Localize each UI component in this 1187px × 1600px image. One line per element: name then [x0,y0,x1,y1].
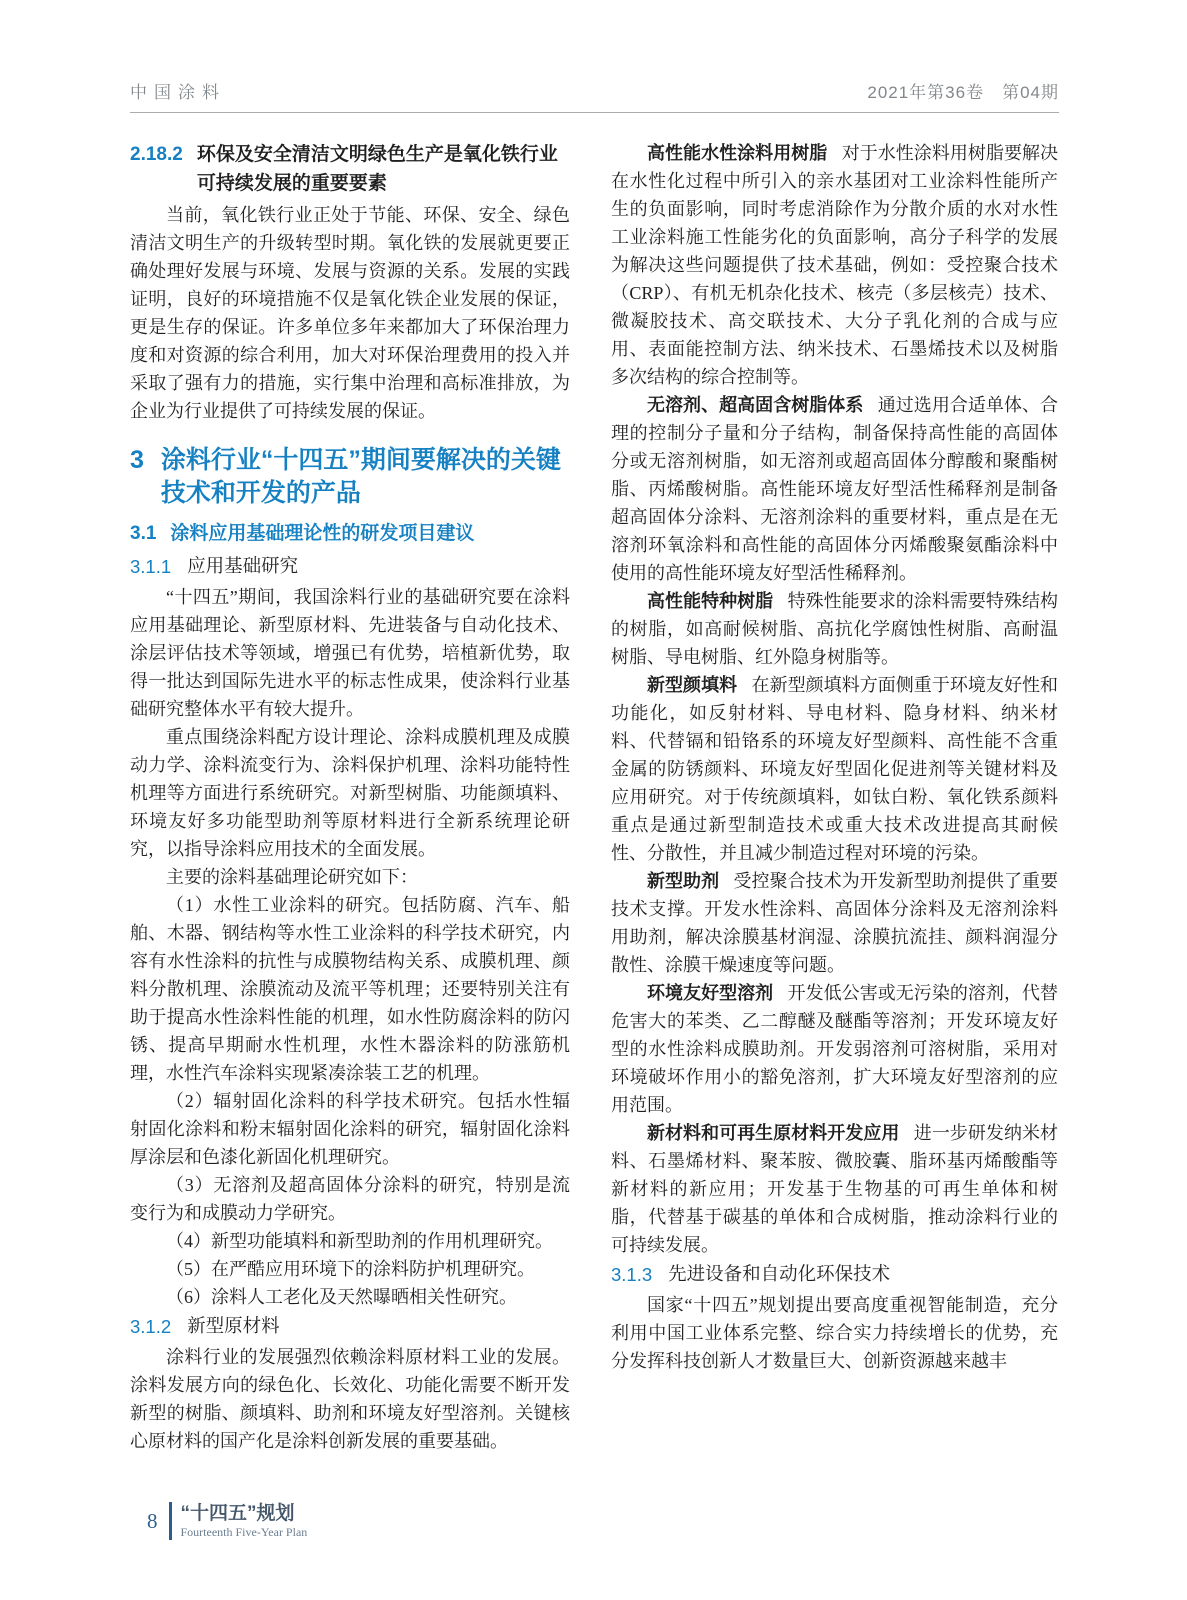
paragraph [611,1119,1058,1259]
paragraph-text: 受控聚合技术为开发新型助剂提供了重要技术支撑。开发水性涂料、高固体分涂料及无溶剂涂料用助剂，解决涂膜基材润湿、涂膜抗流挂、颜料润湿分散性、涂膜干燥速度等问题。 [611,871,1059,975]
heading-title: 环保及安全清洁文明绿色生产是氧化铁行业可持续发展的重要要素 [196,144,558,194]
paragraph: （5）在严酷应用环境下的涂料防护机理研究。 [166,1259,535,1279]
paragraph-lead: 新材料和可再生原材料开发应用 [647,1123,900,1143]
right-column [611,139,1058,1375]
heading-title: 先进设备和自动化环保技术 [668,1265,891,1285]
paragraph-text: 在新型颜填料方面侧重于环境友好性和功能化，如反射材料、导电材料、隐身材料、纳米材料、代替镉和铅铬系的环境友好型颜料、高性能不含重金属的防锈颜料、环境友好型固化促进剂等关键材料及应用研究。对于传统颜填料，如钛白粉、氧化铁系颜料重点是通过新型制造技术或重大技术改进提高其耐候性、分散性，并且减少制造过程对环境的污染。 [611,675,1059,863]
paragraph-lead: 无溶剂、超高固含树脂体系 [647,395,864,415]
heading-3-1-2 [130,1312,570,1342]
paragraph: （4）新型功能填料和新型助剂的作用机理研究。 [166,1231,553,1251]
page-header [130,78,1059,113]
paragraph: 主要的涂料基础理论研究如下： [166,867,418,887]
paragraph-text: 进一步研发纳米材料、石墨烯材料、聚苯胺、微胶囊、脂环基丙烯酸酯等新材料的新应用；开发基于生物基的可再生单体和树脂，代替基于碳基的单体和合成树脂，推动涂料行业的可持续发展。 [611,1123,1058,1255]
heading-number: 3 [130,446,144,474]
paragraph: （1）水性工业涂料的研究。包括防腐、汽车、船舶、木器、钢结构等水性工业涂料的科学技术研究，内容有水性涂料的抗性与成膜物结构关系、成膜机理、颜料分散机理、涂膜流动及流平等机理；还要特别关注有助于提高水性涂料性能的机理，如水性防腐涂料的防闪锈、提高早期耐水性机理，水性木器涂料的防涨筋机理，水性汽车涂料实现紧凑涂装工艺的机理。 [130,895,570,1083]
footer-divider-bar [169,1502,172,1540]
journal-name: 中国涂料 [130,83,226,102]
heading-number: 3.1.3 [611,1264,653,1285]
heading-3-1-3 [611,1260,1058,1290]
page-number: 8 [147,1508,158,1533]
heading-3-1-1 [130,552,570,582]
paragraph [611,979,1058,1119]
paragraph [611,391,1058,587]
column-title: “十四五”规划 [180,1503,295,1524]
paragraph: 国家“十四五”规划提出要高度重视智能制造，充分利用中国工业体系完整、综合实力持续增长的优势，充分发挥科技创新人才数量巨大、创新资源越来越丰 [611,1295,1058,1371]
left-column [130,139,570,1455]
paragraph [611,587,1058,671]
heading-number: 2.18.2 [130,144,183,165]
paragraph-text: 特殊性能要求的涂料需要特殊结构的树脂，如高耐候树脂、高抗化学腐蚀性树脂、高耐温树脂、导电树脂、红外隐身树脂等。 [611,591,1058,667]
heading-title: 涂料应用基础理论性的研发项目建议 [170,523,475,544]
paragraph-lead: 高性能水性涂料用树脂 [647,143,828,163]
heading-title: 新型原材料 [187,1317,280,1337]
issue-info: 2021年第36卷 第04期 [867,83,1059,102]
heading-number: 3.1.2 [130,1316,172,1337]
paragraph [611,139,1058,391]
paragraph: 当前，氧化铁行业正处于节能、环保、安全、绿色清洁文明生产的升级转型时期。氧化铁的发展就更要正确处理好发展与环境、发展与资源的关系。发展的实践证明，良好的环境措施不仅是氧化铁企业发展的保证，更是生存的保证。许多单位多年来都加大了环保治理力度和对资源的综合利用，加大对环保治理费用的投入并采取了强有力的措施，实行集中治理和高标准排放，为企业为行业提供了可持续发展的保证。 [130,205,570,421]
heading-2-18-2 [130,140,570,198]
paragraph-text: 对于水性涂料用树脂要解决在水性化过程中所引入的亲水基团对工业涂料性能所产生的负面影响，同时考虑消除作为分散介质的水对水性工业涂料施工性能劣化的负面影响，高分子科学的发展为解决这些问题提供了技术基础，例如：受控聚合技术（CRP）、有机无机杂化技术、核壳（多层核壳）技术、微凝胶技术、高交联技术、大分子乳化剂的合成与应用、表面能控制方法、纳米技术、石墨烯技术以及树脂多次结构的综合控制等。 [611,143,1059,387]
paragraph: 涂料行业的发展强烈依赖涂料原材料工业的发展。涂料发展方向的绿色化、长效化、功能化需要不断开发新型的树脂、颜填料、助剂和环境友好型溶剂。关键核心原材料的国产化是涂料创新发展的重要基础。 [130,1347,570,1451]
column-subtitle: Fourteenth Five-Year Plan [180,1525,308,1539]
paragraph-text: 通过选用合适单体、合理的控制分子量和分子结构，制备保持高性能的高固体分或无溶剂树脂，如无溶剂或超高固体分醇酸和聚酯树脂、丙烯酸树脂。高性能环境友好型活性稀释剂是制备超高固体分涂料、无溶剂涂料的重要材料，重点是在无溶剂环氧涂料和高性能的高固体分丙烯酸聚氨酯涂料中使用的高性能环境友好型活性稀释剂。 [611,395,1059,583]
page-footer [147,1502,307,1540]
paragraph: （2）辐射固化涂料的科学技术研究。包括水性辐射固化涂料和粉末辐射固化涂料的研究，辐射固化涂料厚涂层和色漆化新固化机理研究。 [130,1091,570,1167]
paragraph [611,671,1058,867]
paragraph-lead: 环境友好型溶剂 [647,983,774,1003]
paragraph-lead: 高性能特种树脂 [647,591,774,611]
paragraph-lead: 新型助剂 [647,871,720,891]
heading-number: 3.1.1 [130,556,172,577]
heading-3-1 [130,519,570,549]
paragraph [611,867,1058,979]
paragraph: 重点围绕涂料配方设计理论、涂料成膜机理及成膜动力学、涂料流变行为、涂料保护机理、涂料功能特性机理等方面进行系统研究。对新型树脂、功能颜填料、环境友好多功能型助剂等原材料进行全新系统理论研究，以指导涂料应用技术的全面发展。 [130,727,570,859]
paragraph-text: 开发低公害或无污染的溶剂，代替危害大的苯类、乙二醇醚及醚酯等溶剂；开发环境友好型的水性涂料成膜助剂。开发弱溶剂可溶树脂，采用对环境破坏作用小的豁免溶剂，扩大环境友好型溶剂的应用范围。 [611,983,1058,1115]
paragraph: “十四五”期间，我国涂料行业的基础研究要在涂料应用基础理论、新型原材料、先进装备与自动化技术、涂层评估技术等领域，增强已有优势，培植新优势，取得一批达到国际先进水平的标志性成果，使涂料行业基础研究整体水平有较大提升。 [130,587,570,719]
heading-title: 涂料行业“十四五”期间要解决的关键技术和开发的产品 [160,446,561,507]
heading-title: 应用基础研究 [187,557,299,577]
paragraph: （6）涂料人工老化及天然曝晒相关性研究。 [166,1287,517,1307]
heading-number: 3.1 [130,523,157,544]
paragraph: （3）无溶剂及超高固体分涂料的研究，特别是流变行为和成膜动力学研究。 [130,1175,570,1223]
paragraph-lead: 新型颜填料 [647,675,738,695]
heading-section-3 [130,444,570,510]
footer-column-info [181,1502,308,1540]
